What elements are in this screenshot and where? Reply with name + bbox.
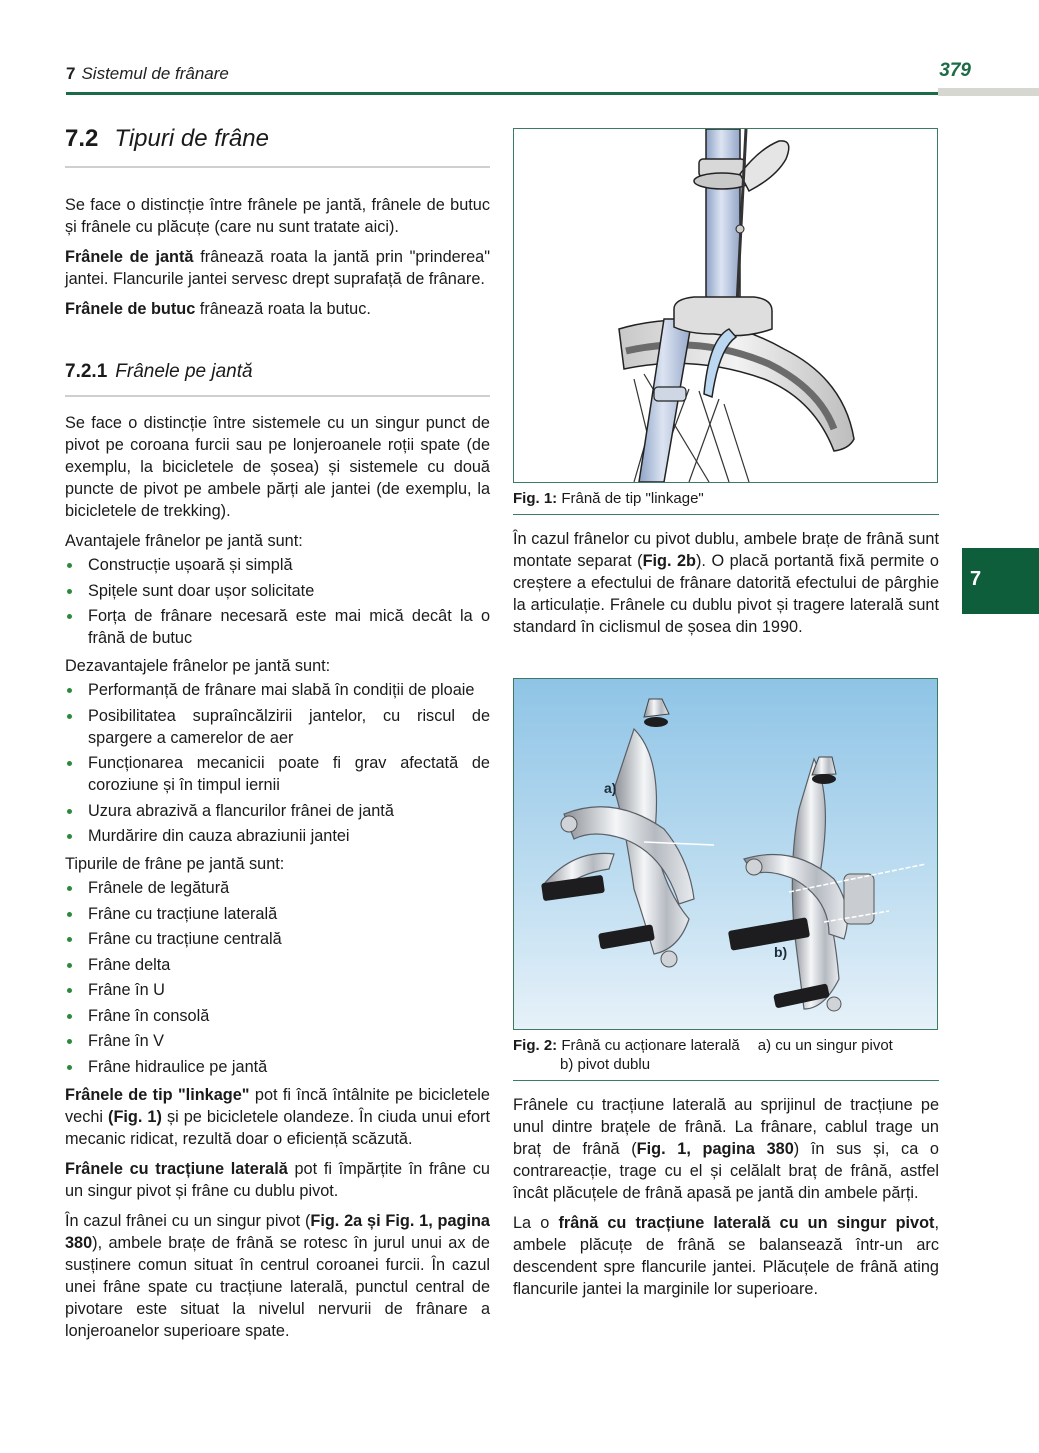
term: Frânele de tip "linkage": [65, 1085, 250, 1104]
right-column: [513, 128, 939, 1308]
types-list: [65, 877, 490, 1078]
single-pivot-brake: [541, 699, 714, 967]
text: În cazul frânei cu un singur pivot (: [65, 1211, 311, 1230]
text: În cazul frânelor cu pivot dublu, ambele brațe de frână sunt montate separat (: [513, 530, 939, 570]
list-item: Uzura abrazivă a flancurilor frânei de jantă: [65, 800, 490, 822]
term: Frânele cu tracțiune laterală: [65, 1159, 288, 1178]
figure-2-caption: [513, 1030, 939, 1081]
figure-label-a: a): [604, 780, 617, 796]
dual-pivot-brake: [728, 757, 926, 1011]
list-item: Frâne delta: [65, 954, 490, 976]
term: Frânele de jantă: [65, 248, 194, 266]
single-pivot-paragraph: [65, 1210, 490, 1342]
text: ) în sus și, ca o contrareacție, trage cu el și celălalt braț de frână, astfel încât plăcuțele de frână apasă pe jantă din ambele părți.: [513, 1140, 939, 1202]
text: și pe bicicletele olandeze. În ciuda unui efort mecanic ridicat, rezultă doar o eficiență scăzută.: [65, 1107, 490, 1148]
list-item: Murdărire din cauza abraziunii jantei: [65, 825, 490, 847]
text: , ambele plăcuțe de frână se balansează într-un arc descendent spre flancurile jantei. Plăcuțele de frână ating flancurile jantei la marginile lor superioare.: [513, 1214, 940, 1298]
list-item: Frâne cu tracțiune centrală: [65, 928, 490, 950]
list-item: Frâne în U: [65, 979, 490, 1001]
definition-text: frânează roata la jantă prin "prinderea" jantei. Flancurile jantei servesc drept suprafață de frânare.: [65, 248, 490, 288]
figure-label-b: b): [774, 944, 788, 960]
caption-label: Fig. 2:: [513, 1037, 558, 1054]
text: ), ambele brațe de frână se rotesc în jurul unui ax de susținere comun situat în centrul coroanei furcii. În cazul unei frâne spate cu tracțiune laterală, punctul central de pivotare este situat la nivelul nervurii de frânare a lonjeroanelor superioare spate.: [65, 1233, 490, 1340]
figure-reference[interactable]: Fig. 2a și Fig. 1, pagina 380: [65, 1211, 490, 1252]
dual-pivot-paragraph: [513, 528, 939, 638]
definition-text: frânează roata la butuc.: [195, 300, 371, 318]
page-number: 379: [939, 60, 971, 81]
subsection-number: 7.2.1: [65, 361, 108, 382]
text: La o: [513, 1214, 559, 1232]
linkage-brake-illustration: [514, 129, 937, 482]
pivot-paragraph: Se face o distincție între sistemele cu un singur punct de pivot pe coroana furcii sau pe lonjeroanele roții spate (de exemplu, la bicicletele de șosea) și sistemele cu două puncte de pivot pe ambele părți ale jantei (de exemplu, la bicicletele de trekking).: [65, 414, 490, 520]
intro-paragraph: Se face o distincție între frânele pe jantă, frânele de butuc și frânele cu plăcuțe (care nu sunt tratate aici).: [65, 196, 490, 236]
fork-crown: [674, 297, 772, 336]
disadvantages-intro: Dezavantajele frânelor pe jantă sunt:: [65, 657, 331, 675]
list-item: Construcție ușoară și simplă: [65, 554, 490, 576]
caption-item-a: a) cu un singur pivot: [757, 1037, 893, 1054]
list-item: Performanță de frânare mai slabă în condiții de ploaie: [65, 679, 490, 701]
caption-item-b: b) pivot dublu: [560, 1056, 651, 1073]
sidepull-paragraph: [513, 1094, 939, 1204]
steerer-tube: [706, 129, 740, 309]
text: ). O placă portantă fixă permite o creștere a efectului de frânare datorită efectului de pârghie la articulație. Frânele cu dublu pivot și tragere laterală sunt standard în ciclismul de șosea din 1990.: [513, 552, 939, 636]
figure-reference[interactable]: Fig. 1, pagina 380: [636, 1140, 794, 1158]
list-item: Forța de frânare necesară este mai mică decât la o frână de butuc: [65, 605, 490, 649]
subsection-heading: [65, 361, 490, 397]
figure-2-sidepull-brakes: [513, 678, 938, 1030]
list-item: Frâne în consolă: [65, 1005, 490, 1027]
figure-1-linkage-brake: [513, 128, 938, 483]
chapter-number: 7: [66, 64, 76, 83]
list-item: Frâne în V: [65, 1030, 490, 1052]
list-item: Funcționarea mecanicii poate fi grav afectată de coroziune și în timpul iernii: [65, 752, 490, 796]
list-item: Frâne cu tracțiune laterală: [65, 903, 490, 925]
text: Frânele cu tracțiune laterală au sprijinul de tracțiune pe unul dintre brațele de frână. La frânare, cablul trage un braț de frână (: [513, 1096, 939, 1158]
text: pot fi încă întâlnite pe bicicletele vechi: [65, 1085, 490, 1126]
sidepull-brakes-photo: [514, 679, 937, 1029]
linkage-paragraph: [65, 1084, 490, 1150]
subsection-title: Frânele pe jantă: [115, 361, 253, 382]
section-title: Tipuri de frâne: [114, 125, 269, 152]
rim-brake-definition: [65, 246, 490, 290]
figure-1-caption: [513, 483, 939, 515]
types-intro: Tipurile de frâne pe jantă sunt:: [65, 855, 285, 873]
disadvantages-list: [65, 679, 490, 847]
left-column: [65, 125, 490, 1350]
section-number: 7.2: [65, 125, 99, 152]
chapter-side-tab-label: 7: [970, 568, 982, 590]
term: Frânele de butuc: [65, 300, 196, 318]
hub-brake-definition: [65, 298, 490, 320]
chapter-title: Sistemul de frânare: [81, 64, 229, 83]
list-item: Spițele sunt doar ușor solicitate: [65, 580, 490, 602]
running-head: [66, 64, 229, 84]
text: pot fi împărțite în frâne cu un singur pivot și frâne cu dublu pivot.: [65, 1159, 490, 1200]
chapter-side-tab[interactable]: [962, 548, 1039, 614]
list-item: Posibilitatea supraîncălzirii jantelor, cu riscul de spargere a camerelor de aer: [65, 705, 490, 749]
brake-lever: [740, 141, 789, 191]
caption-text: Frână de tip "linkage": [557, 490, 704, 507]
term: frână cu tracțiune laterală cu un singur pivot: [558, 1214, 935, 1232]
list-item: Frâne hidraulice pe jantă: [65, 1056, 490, 1078]
section-heading: [65, 125, 490, 168]
figure-reference[interactable]: Fig. 2b: [642, 552, 697, 570]
header-gray-bar: [938, 88, 1039, 96]
sidepull-paragraph: [65, 1158, 490, 1202]
list-item: Frânele de legătură: [65, 877, 490, 899]
caption-text: Frână cu acționare laterală: [557, 1037, 740, 1054]
header-rule: [66, 92, 938, 95]
single-pivot-arc-paragraph: [513, 1212, 939, 1300]
advantages-list: [65, 554, 490, 649]
figure-reference[interactable]: (Fig. 1): [108, 1107, 162, 1126]
caption-label: Fig. 1:: [513, 490, 558, 507]
advantages-intro: Avantajele frânelor pe jantă sunt:: [65, 532, 303, 550]
